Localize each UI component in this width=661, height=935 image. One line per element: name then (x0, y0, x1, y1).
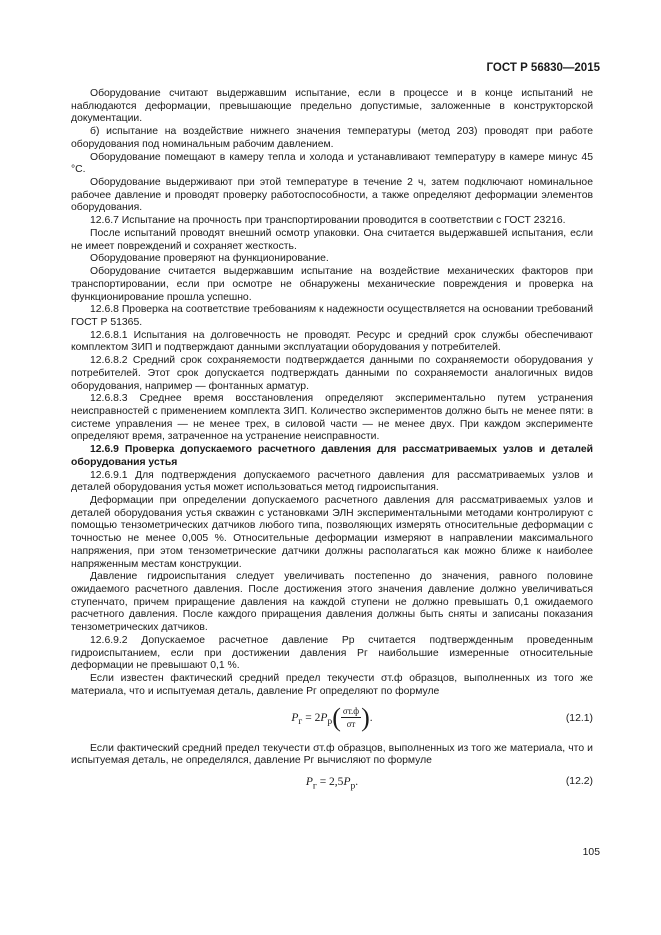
formula-eq: = 2 (302, 711, 321, 724)
paragraph: 12.6.7 Испытание на прочность при транспортировании проводится в соответствии с ГОСТ 23216. (90, 215, 566, 227)
formula-tail: . (369, 711, 373, 724)
paragraph: Оборудование считают выдержавшим испытание, если в процессе и в конце испытаний не наблюдаются деформации, превышающие предельно допустимые, заложенные в конструкторской документации. (71, 88, 593, 125)
paragraph: Давление гидроиспытания следует увеличивать постепенно до значения, равного половине ожидаемого расчетного давления. После достижения этого значения давление должно увеличиваться ступенчато, причем приращение давления на каждой ступени не должно превышать 0,1 ожидаемого расчетного давления. После каждого приращения давления должны быть сняты и записаны показания тензометрических датчиков. (71, 571, 593, 634)
paragraph: Оборудование выдерживают при этой температуре в течение 2 ч, затем подключают номинальное рабочее давление и проводят проверку работоспособности, а также определяют деформации элементов оборудования. (71, 177, 593, 214)
formula-number: (12.2) (565, 775, 593, 787)
formula-12-1 (71, 701, 593, 739)
paragraph: 12.6.8.3 Среднее время восстановления определяют экспериментально путем устранения неисправностей с применением комплекта ЗИП. Количество экспериментов должно быть не менее пяти: в системе управления — не менее трех, в силовой части — не менее двух. При каждом эксперименте определяют время, затраченное на устранение неисправности. (71, 393, 593, 443)
paragraph: После испытаний проводят внешний осмотр упаковки. Она считается выдержавшей испытания, если не имеет повреждений и сохраняет жесткость. (71, 227, 593, 252)
fraction-numerator: σт.ф (341, 705, 361, 719)
section-heading: 12.6.9 Проверка допускаемого расчетного давления для рассматриваемых узлов и деталей оборудования устья (71, 444, 593, 468)
formula-lhs-sub: г (312, 780, 317, 792)
page-number: 105 (582, 847, 600, 858)
paragraph: 12.6.8 Проверка на соответствие требованиям к надежности осуществляется на основании требований ГОСТ Р 51365. (71, 304, 593, 328)
formula-number: (12.1) (565, 712, 593, 724)
formula-coef-var: P (320, 711, 328, 724)
formula-expression: $P_г = 2P_р$( $\frac{\sigma т.ф}{\sigma т}$ ). (291, 702, 373, 732)
paragraph: 12.6.9.1 Для подтверждения допускаемого расчетного давления для рассматриваемых узлов и деталей оборудования устья может использоваться метод гидроиспытания. (71, 469, 593, 494)
paragraph: Оборудование считается выдержавшим испытание на воздействие механических факторов при транспортировании, если при осмотре не обнаружены механические повреждения и проверка на функционирование прошла успешно. (71, 266, 593, 303)
paragraph: Деформации при определении допускаемого расчетного давления для рассматриваемых узлов и деталей оборудования устья скважин с установками ЭЛН экспериментальными методами контролируют с помощью тензометрических датчиков любого типа, позволяющих измерять относительные деформации с точностью не менее 0,005 %. Относительные деформации измеряют в направлении максимального напряжения, при этом тензометрические датчики должны располагаться как можно ближе к наиболее напряженным местам конструкции. (71, 495, 593, 570)
paragraph: 12.6.9.2 Допускаемое расчетное давление Pр считается подтвержденным проведенным гидроиспытанием, если при достижении давления Pг наибольшие измеренные относительные деформации не превышают 0,1 %. (71, 634, 593, 672)
formula-lhs: P (291, 711, 299, 724)
formula-12-2 (71, 772, 593, 794)
paragraph: 12.6.8.1 Испытания на долговечность не проводят. Ресурс и средний срок службы обеспечивают комплектом ЗИП и подтверждают данными эксплуатации оборудования у потребителей. (71, 329, 593, 354)
formula-fraction (341, 705, 361, 731)
paragraph: Если фактический средний предел текучести σт.ф образцов, выполненных из того же материала, что и испытуемая деталь, не определялся, давление Pг вычисляют по формуле (71, 742, 593, 767)
formula-var: P (343, 775, 351, 788)
formula-eq: = 2,5 (316, 775, 344, 788)
formula-expression (71, 776, 593, 793)
paragraph: Если известен фактический средний предел текучести σт.ф образцов, выполненных из того же материала, что и испытуемая деталь, давление Pг определяют по формуле (71, 673, 593, 697)
paragraph: б) испытание на воздействие нижнего значения температуры (метод 203) проводят при работе оборудования под номинальным рабочим давлением. (71, 126, 593, 150)
formula-tail: . (355, 775, 359, 788)
paragraph: 12.6.8.2 Средний срок сохраняемости подтверждается данными по сохраняемости оборудования у потребителей. Этот срок допускается подтверждать данными по сохраняемости аналогичных видов оборудования, например — фонтанных арматур. (71, 355, 593, 392)
document-body (71, 88, 593, 804)
formula-coef-sub: р (327, 715, 333, 727)
document-id: ГОСТ Р 56830—2015 (486, 62, 600, 74)
formula-lhs-sub: г (298, 715, 303, 727)
paragraph: Оборудование проверяют на функционирование. (90, 253, 329, 265)
fraction-denominator: σт (346, 719, 356, 730)
formula-var-sub: р (350, 780, 356, 792)
formula-lhs: P (305, 775, 313, 788)
paragraph: Оборудование помещают в камеру тепла и холода и устанавливают температуру в камере минус 45 °С. (71, 151, 593, 176)
